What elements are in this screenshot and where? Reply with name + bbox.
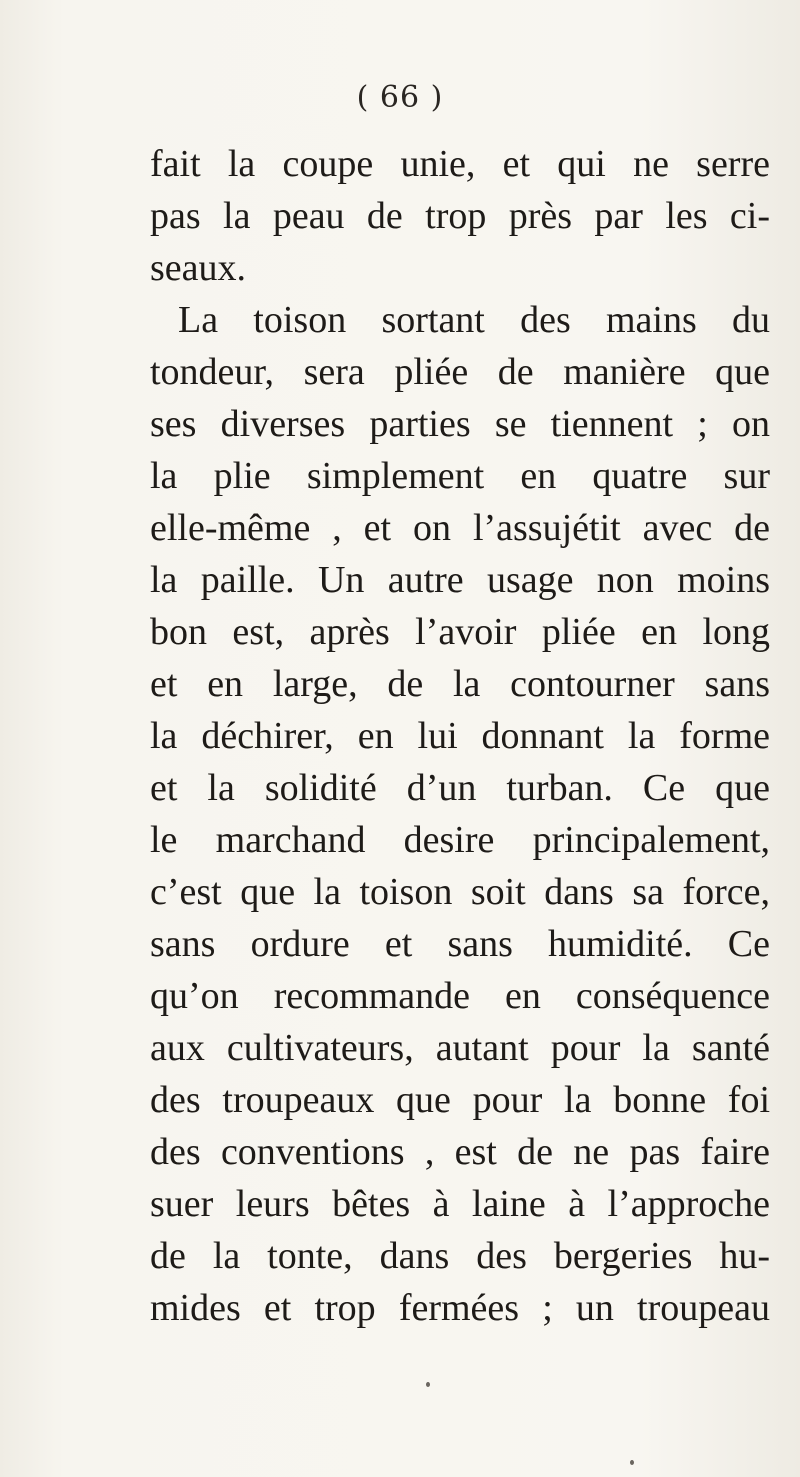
page-number: ( 66 )	[356, 80, 444, 115]
text-line: pas la peau de trop près par les ci-	[150, 195, 770, 237]
paper-speck	[426, 1382, 430, 1387]
text-line: ses diverses parties se tiennent ; on	[150, 403, 770, 445]
text-line: de la tonte, dans des bergeries hu-	[150, 1235, 770, 1277]
body-text	[150, 138, 770, 1334]
text-line: elle-même , et on l’assujétit avec de	[150, 507, 770, 549]
text-line: La toison sortant des mains du	[178, 299, 770, 341]
text-line: et la solidité d’un turban. Ce que	[150, 767, 770, 809]
text-line: suer leurs bêtes à laine à l’approche	[150, 1183, 770, 1225]
text-line: et en large, de la contourner sans	[150, 663, 770, 705]
text-line: des troupeaux que pour la bonne foi	[150, 1079, 770, 1121]
text-line: seaux.	[150, 247, 247, 289]
text-line: la paille. Un autre usage non moins	[150, 559, 770, 601]
paper-speck	[630, 1460, 634, 1465]
text-line: c’est que la toison soit dans sa force,	[150, 871, 770, 913]
text-line: fait la coupe unie, et qui ne serre	[150, 143, 770, 185]
text-line: mides et trop fermées ; un troupeau	[150, 1287, 770, 1329]
text-line: la plie simplement en quatre sur	[150, 455, 770, 497]
text-line: la déchirer, en lui donnant la forme	[150, 715, 770, 757]
text-line: sans ordure et sans humidité. Ce	[150, 923, 770, 965]
text-line: tondeur, sera pliée de manière que	[150, 351, 770, 393]
text-line: des conventions , est de ne pas faire	[150, 1131, 770, 1173]
text-line: bon est, après l’avoir pliée en long	[150, 611, 770, 653]
text-line: le marchand desire principalement,	[150, 819, 770, 861]
text-line: aux cultivateurs, autant pour la santé	[150, 1027, 770, 1069]
text-line: qu’on recommande en conséquence	[150, 975, 770, 1017]
